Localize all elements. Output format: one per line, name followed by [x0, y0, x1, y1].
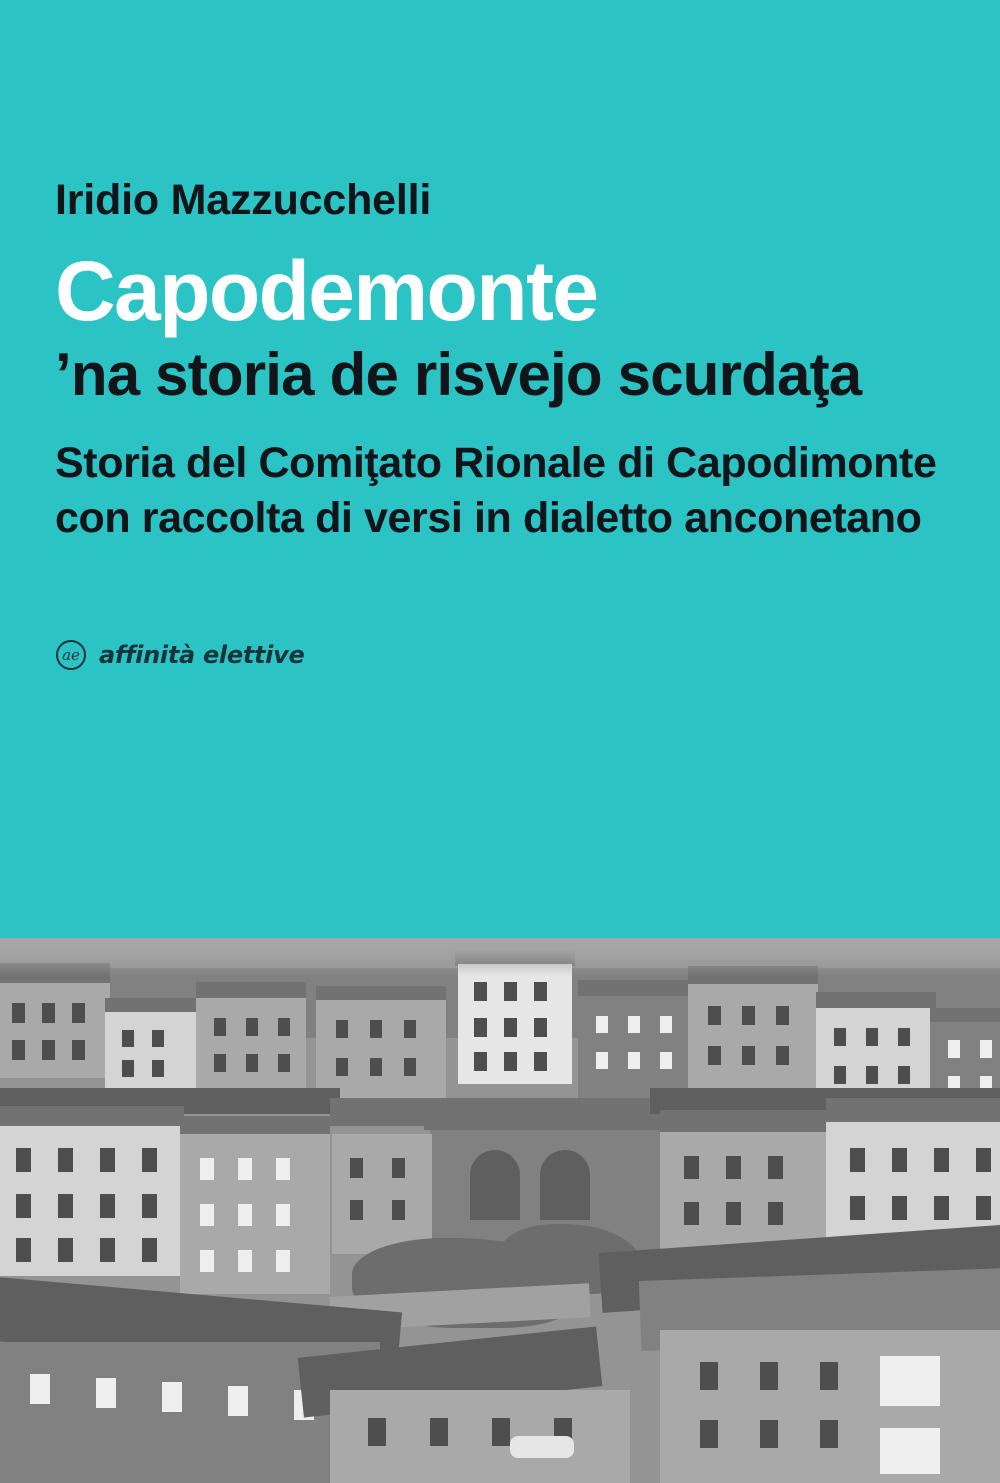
author-name: Iridio Mazzucchelli: [55, 176, 432, 224]
publisher-logo: [56, 640, 304, 670]
cover-photograph: [0, 938, 1000, 1483]
book-title: Capodemonte: [55, 244, 598, 339]
description-line-1: Storia del Comiţato Rionale di Capodimonte: [55, 439, 937, 488]
book-description: [55, 436, 955, 546]
publisher-mark-icon: ae: [56, 640, 86, 670]
description-line-2: con raccolta di versi in dialetto anconetano: [55, 494, 922, 543]
publisher-name: affinità elettive: [99, 641, 305, 669]
cover-text-block: [55, 178, 955, 546]
book-subtitle: ’na storia de risvejo scurdaţa: [55, 341, 862, 409]
